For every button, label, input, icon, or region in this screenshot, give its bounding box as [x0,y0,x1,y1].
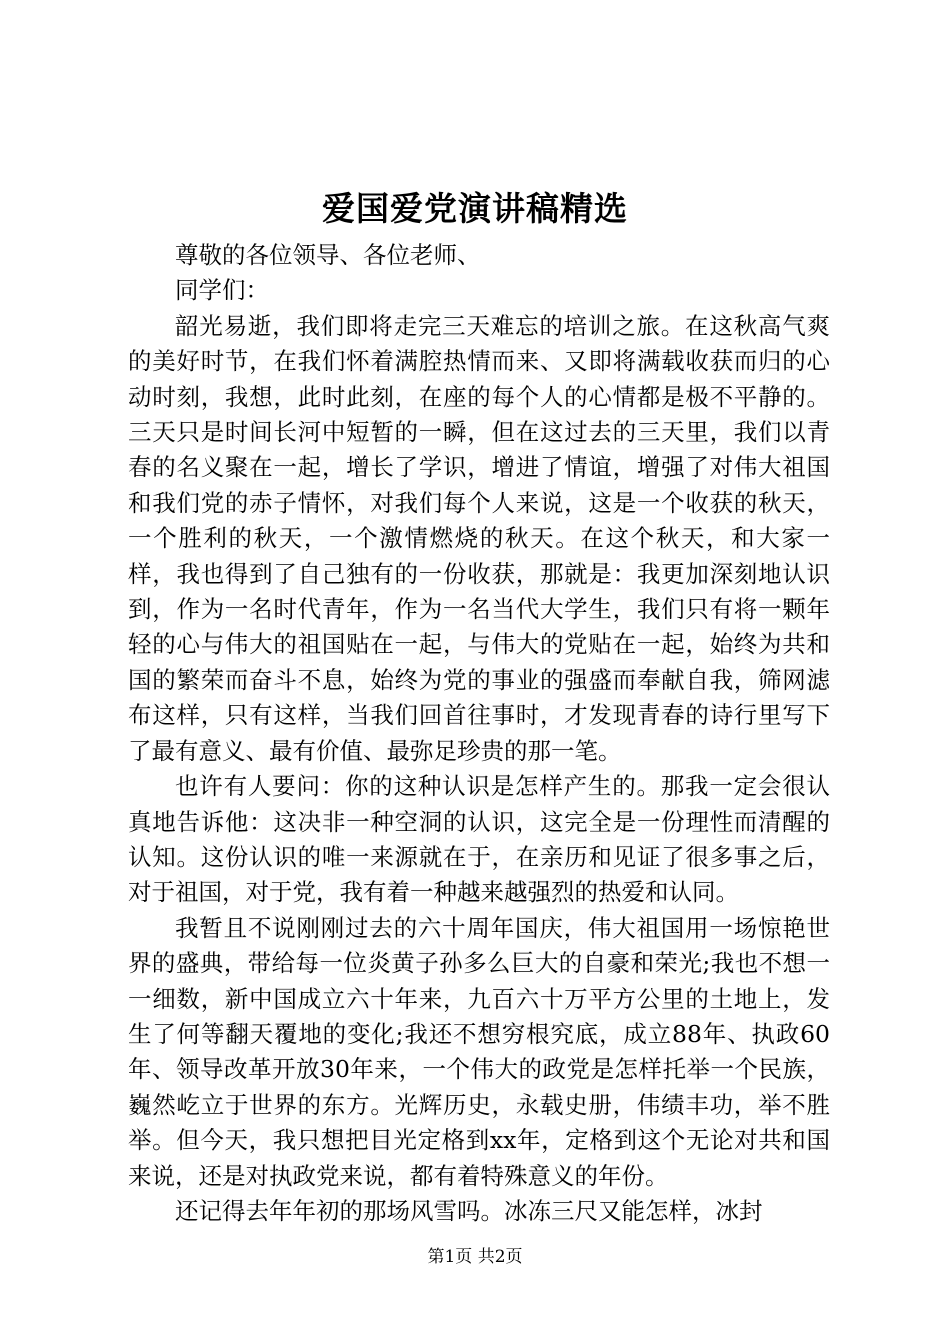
body-paragraph: 我暂且不说刚刚过去的六十周年国庆，伟大祖国用一场惊艳世界的盛典，带给每一位炎黄子孙多么巨大的自豪和荣光;我也不想一一细数，新中国成立六十年来，九百六十万平方公里的土地上，发生了何等翻天覆地的变化;我还不想穷根究底，成立88年、执政60年、领导改革开放30年来，一个伟大的政党是怎样托举一个民族，巍然屹立于世界的东方。光辉历史，永载史册，伟绩丰功，举不胜举。但今天，我只想把目光定格到xx年，定格到这个无论对共和国来说，还是对执政党来说，都有着特殊意义的年份。 [128,913,830,1190]
body-paragraph: 韶光易逝，我们即将走完三天难忘的培训之旅。在这秋高气爽的美好时节，在我们怀着满腔热情而来、又即将满载收获而归的心动时刻，我想，此时此刻，在座的每个人的心情都是极不平静的。三天只是时间长河中短暂的一瞬，但在这过去的三天里，我们以青春的名义聚在一起，增长了学识，增进了情谊，增强了对伟大祖国和我们党的赤子情怀，对我们每个人来说，这是一个收获的秋天，一个胜利的秋天，一个激情燃烧的秋天。在这个秋天，和大家一样，我也得到了自己独有的一份收获，那就是：我更加深刻地认识到，作为一名时代青年，作为一名当代大学生，我们只有将一颗年轻的心与伟大的祖国贴在一起，与伟大的党贴在一起，始终为共和国的繁荣而奋斗不息，始终为党的事业的强盛而奉献自我，筛网滤布这样，只有这样，当我们回首往事时，才发现青春的诗行里写下了最有意义、最有价值、最弥足珍贵的那一笔。 [128,311,830,765]
salutation-line-1: 尊敬的各位领导、各位老师、 [175,241,481,269]
page-footer: 第1页 共2页 [427,1247,523,1267]
body-paragraph: 还记得去年年初的那场风雪吗。冰冻三尺又能怎样，冰封 [175,1196,763,1225]
salutation-line-2: 同学们： [175,276,269,305]
body-paragraph: 也许有人要问：你的这种认识是怎样产生的。那我一定会很认真地告诉他：这决非一种空洞的认识，这完全是一份理性而清醒的认知。这份认识的唯一来源就在于，在亲历和见证了很多事之后，对于祖国，对于党，我有着一种越来越强烈的热爱和认同。 [128,772,830,907]
document-body [128,238,830,1229]
document-title: 爱国爱党演讲稿精选 [322,189,628,228]
